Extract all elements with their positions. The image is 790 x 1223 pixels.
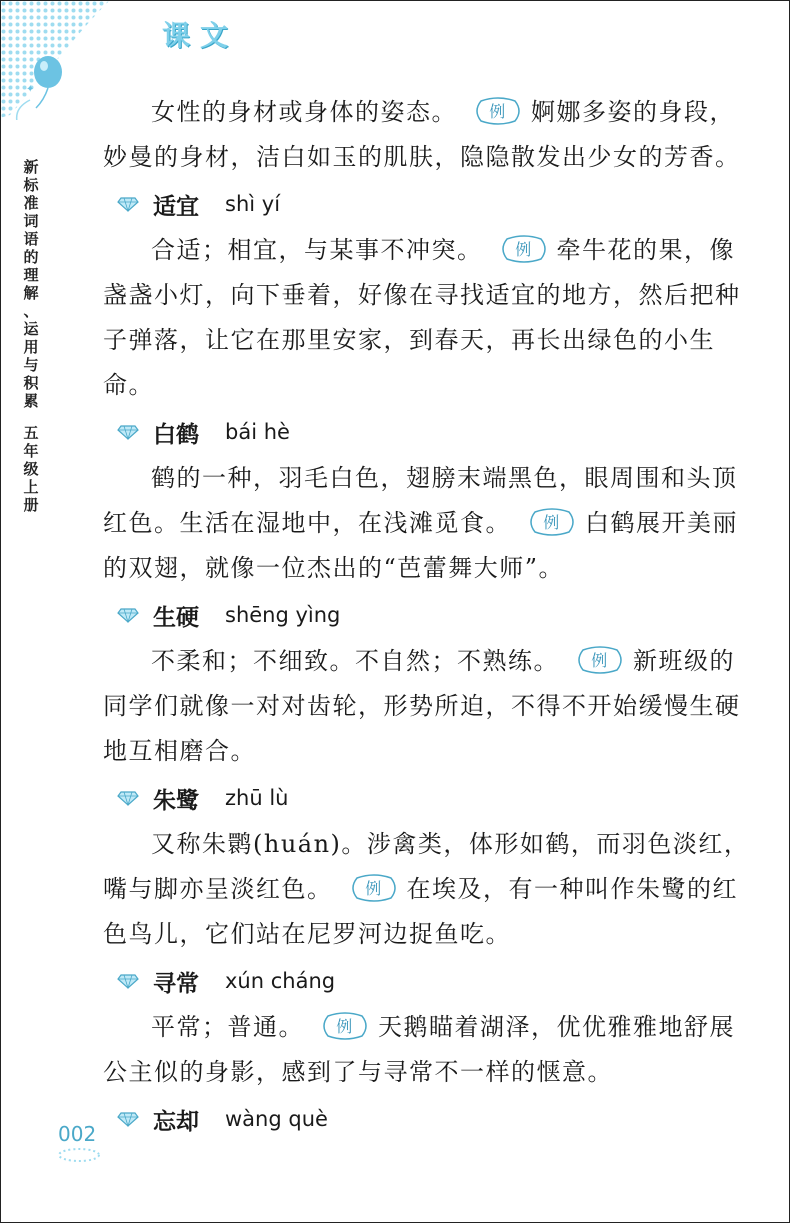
star-icon: ✦ <box>26 84 35 95</box>
svg-text:例: 例 <box>514 240 533 259</box>
diamond-icon <box>117 973 139 989</box>
entry-paragraph <box>103 822 753 957</box>
entry-paragraph <box>103 228 753 408</box>
entry-term: 忘却 <box>153 1108 199 1135</box>
entry-list <box>103 180 753 1143</box>
corner-decoration <box>0 0 120 120</box>
entry-paragraph <box>103 456 753 591</box>
entry-term: 寻常 <box>153 970 199 997</box>
entry-example: 白鹤展开美丽的双翅，就像一位杰出的“芭蕾舞大师”。 <box>103 509 738 582</box>
entry-term: 白鹤 <box>153 421 199 448</box>
example-icon <box>475 97 521 125</box>
entry-definition: 又称朱鹮(huán)。涉禽类，体形如鹤，而羽色淡红，嘴与脚亦呈淡红色。 <box>103 830 750 903</box>
entry-term: 朱鹭 <box>153 787 199 814</box>
entry-pinyin: shì yí <box>225 192 281 216</box>
entry-heading <box>117 591 753 639</box>
intro-example: 婀娜多姿的身段，妙曼的身材，洁白如玉的肌肤，隐隐散发出少女的芳香。 <box>103 98 741 171</box>
entry-term: 生硬 <box>153 604 199 631</box>
entry-definition: 鹤的一种，羽毛白色，翅膀末端黑色，眼周围和头顶红色。生活在湿地中，在浅滩觅食。 <box>103 464 738 537</box>
page-number-decoration <box>56 1148 102 1162</box>
svg-text:例: 例 <box>543 513 561 532</box>
entry-heading <box>117 1095 753 1143</box>
entry-example: 在埃及，有一种叫作朱鹭的红色鸟儿，它们站在尼罗河边捉鱼吃。 <box>103 875 738 948</box>
entry-heading <box>117 408 753 456</box>
entry-pinyin: xún cháng <box>225 969 336 993</box>
diamond-icon <box>117 790 139 806</box>
svg-text:例: 例 <box>489 102 507 121</box>
entry-heading <box>117 180 753 228</box>
svg-text:例: 例 <box>336 1017 354 1036</box>
entry-heading <box>117 774 753 822</box>
svg-text:例: 例 <box>364 879 383 898</box>
main-content <box>103 90 753 1143</box>
entry-definition: 不柔和；不细致。不自然；不熟练。 <box>151 647 559 675</box>
book-title-vertical <box>20 158 42 514</box>
example-icon <box>529 508 575 536</box>
example-icon <box>322 1012 368 1040</box>
example-icon <box>577 646 623 674</box>
entry-pinyin: bái hè <box>225 420 290 444</box>
example-icon <box>501 235 547 263</box>
entry-example: 新班级的同学们就像一对对齿轮，形势所迫，不得不开始缓慢生硬地互相磨合。 <box>103 647 741 765</box>
entry-heading <box>117 957 753 1005</box>
entry-definition: 平常；普通。 <box>151 1013 304 1041</box>
entry-term: 适宜 <box>153 193 199 220</box>
book-series-title: 新 标 准 词 语 的 理 解 、 运 用 与 积 累 <box>23 158 39 410</box>
entry-pinyin: wàng què <box>225 1107 328 1131</box>
entry-example: 牵牛花的果，像盏盏小灯，向下垂着，好像在寻找适宜的地方，然后把种子弹落，让它在那里安家，到春天，再长出绿色的小生命。 <box>103 236 741 399</box>
page-number: 002 <box>58 1122 97 1146</box>
entry-paragraph <box>103 1005 753 1095</box>
diamond-icon <box>117 1111 139 1127</box>
example-icon <box>351 874 397 902</box>
entry-definition: 合适；相宜，与某事不冲突。 <box>151 236 483 264</box>
diamond-icon <box>117 424 139 440</box>
diamond-icon <box>117 607 139 623</box>
entry-pinyin: zhū lù <box>225 786 289 810</box>
diamond-icon <box>117 196 139 212</box>
balloon-icon <box>34 56 62 88</box>
intro-definition: 女性的身材或身体的姿态。 <box>151 98 457 126</box>
entry-example: 天鹅瞄着湖泽，优优雅雅地舒展公主似的身影，感到了与寻常不一样的惬意。 <box>103 1013 735 1086</box>
section-title: 课文 <box>162 19 239 52</box>
entry-pinyin: shēng yìng <box>225 603 341 627</box>
intro-paragraph <box>103 90 753 180</box>
entry-paragraph <box>103 639 753 774</box>
svg-text:例: 例 <box>591 651 609 670</box>
book-grade-volume: 五 年 级 上 册 <box>23 424 39 514</box>
